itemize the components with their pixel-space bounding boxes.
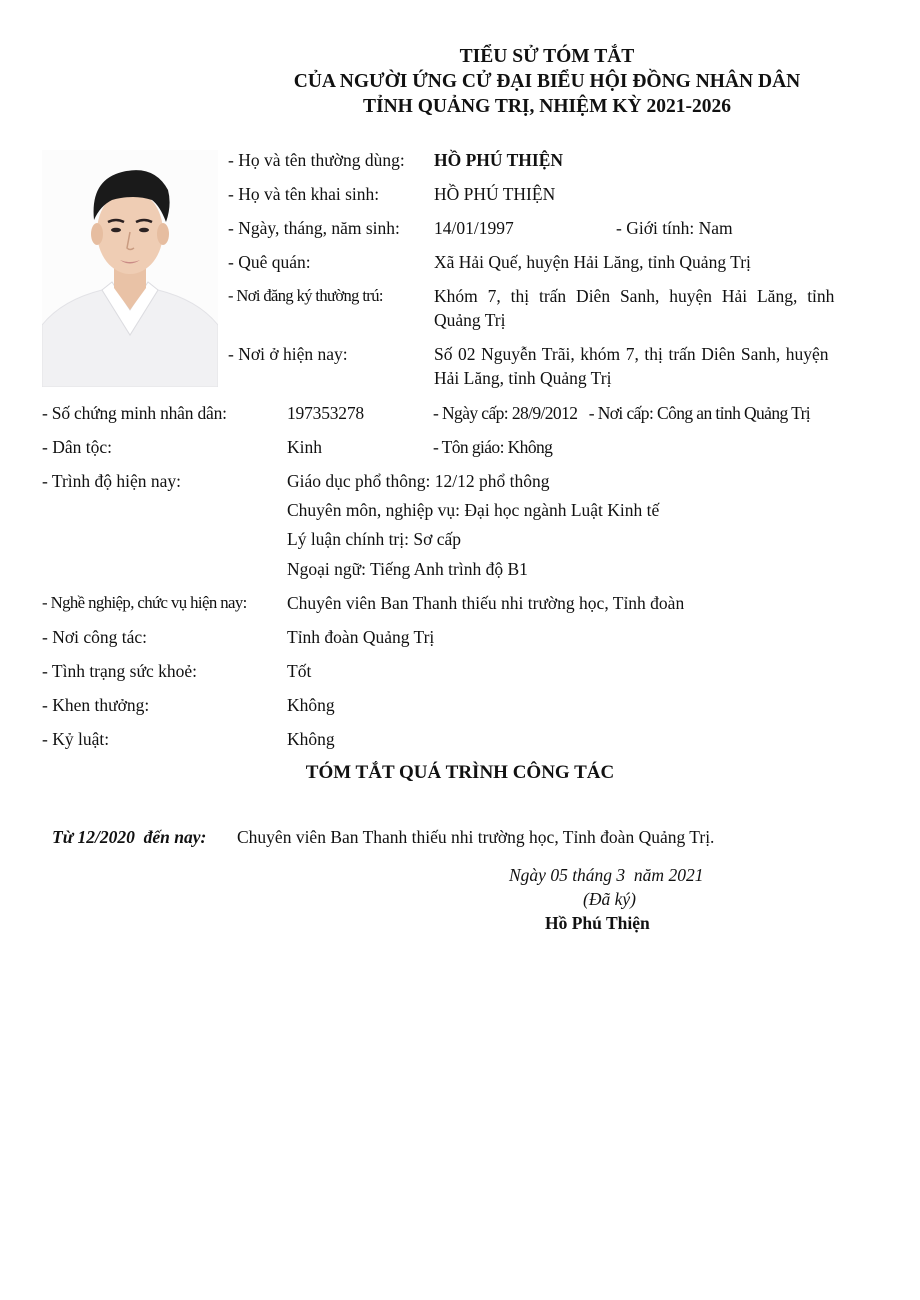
signature-date: Ngày 05 tháng 3 năm 2021 <box>509 865 704 885</box>
document-term: TỈNH QUẢNG TRỊ, NHIỆM KỲ 2021-2026 <box>363 96 731 117</box>
ethnicity-value: Kinh <box>287 437 322 457</box>
education-item: Lý luận chính trị: Sơ cấp <box>287 529 462 549</box>
occupation-label: - Nghề nghiệp, chức vụ hiện nay: <box>42 593 247 612</box>
portrait-photo <box>42 150 218 387</box>
issue-info <box>433 403 810 424</box>
permanent-residence-value-line2: Quảng Trị <box>434 310 506 330</box>
id-number-value: 197353278 <box>287 403 364 423</box>
education-label: - Trình độ hiện nay: <box>42 471 182 491</box>
gender-label: - Giới tính: <box>616 218 695 238</box>
health-label: - Tình trạng sức khoẻ: <box>42 661 197 681</box>
gender-value: Nam <box>698 218 733 238</box>
hometown-label: - Quê quán: <box>228 252 311 272</box>
current-residence-value-line2: Hải Lăng, tỉnh Quảng Trị <box>434 368 612 388</box>
health-value: Tốt <box>287 661 312 681</box>
career-description: Chuyên viên Ban Thanh thiếu nhi trường học, Tỉnh đoàn Quảng Trị. <box>237 827 715 847</box>
issue-date-value: 28/9/2012 <box>511 403 578 423</box>
education-item: Giáo dục phổ thông: 12/12 phổ thông <box>287 471 550 491</box>
occupation-value: Chuyên viên Ban Thanh thiếu nhi trường học, Tỉnh đoàn <box>287 593 685 613</box>
person-portrait-icon <box>42 150 218 387</box>
discipline-value: Không <box>287 729 335 749</box>
id-number-label: - Số chứng minh nhân dân: <box>42 403 227 423</box>
career-section-title: TÓM TẮT QUÁ TRÌNH CÔNG TÁC <box>305 762 615 783</box>
workplace-value: Tỉnh đoàn Quảng Trị <box>287 627 435 647</box>
permanent-residence-value-line1: Khóm 7, thị trấn Diên Sanh, huyện Hải Lăng, tỉnh <box>434 286 835 306</box>
awards-label: - Khen thưởng: <box>42 695 150 715</box>
issue-place-label: - Nơi cấp: <box>588 403 654 423</box>
ethnicity-label: - Dân tộc: <box>42 437 112 457</box>
issue-place-value: Công an tỉnh Quảng Trị <box>657 403 811 423</box>
workplace-label: - Nơi công tác: <box>42 627 147 647</box>
common-name-value: HỒ PHÚ THIỆN <box>434 150 564 170</box>
issue-date-label: - Ngày cấp: <box>433 403 509 423</box>
religion-label: - Tôn giáo: <box>433 437 504 457</box>
document-subtitle: CỦA NGƯỜI ỨNG CỬ ĐẠI BIỂU HỘI ĐỒNG NHÂN DÂN <box>293 71 801 92</box>
religion-value: Không <box>507 437 553 457</box>
career-period: Từ 12/2020 đến nay: <box>52 827 207 847</box>
signature-name: Hồ Phú Thiện <box>545 913 650 933</box>
education-item: Ngoại ngữ: Tiếng Anh trình độ B1 <box>287 559 528 579</box>
hometown-value: Xã Hải Quế, huyện Hải Lăng, tỉnh Quảng Trị <box>434 252 751 272</box>
birth-name-value: HỒ PHÚ THIỆN <box>434 184 556 204</box>
signature-status: (Đã ký) <box>583 889 636 909</box>
education-item: Chuyên môn, nghiệp vụ: Đại học ngành Luật Kinh tế <box>287 500 660 520</box>
dob-label: - Ngày, tháng, năm sinh: <box>228 218 400 238</box>
common-name-label: - Họ và tên thường dùng: <box>228 150 405 170</box>
permanent-residence-label: - Nơi đăng ký thường trú: <box>228 286 383 305</box>
current-residence-value-line1: Số 02 Nguyễn Trãi, khóm 7, thị trấn Diên Sanh, huyện <box>434 344 829 364</box>
document-title: TIỂU SỬ TÓM TẮT <box>459 46 635 67</box>
birth-name-label: - Họ và tên khai sinh: <box>228 184 380 204</box>
religion-field <box>433 437 552 458</box>
discipline-label: - Kỷ luật: <box>42 729 110 749</box>
dob-value: 14/01/1997 <box>434 218 514 238</box>
current-residence-label: - Nơi ở hiện nay: <box>228 344 348 364</box>
gender-field <box>616 218 733 239</box>
awards-value: Không <box>287 695 335 715</box>
